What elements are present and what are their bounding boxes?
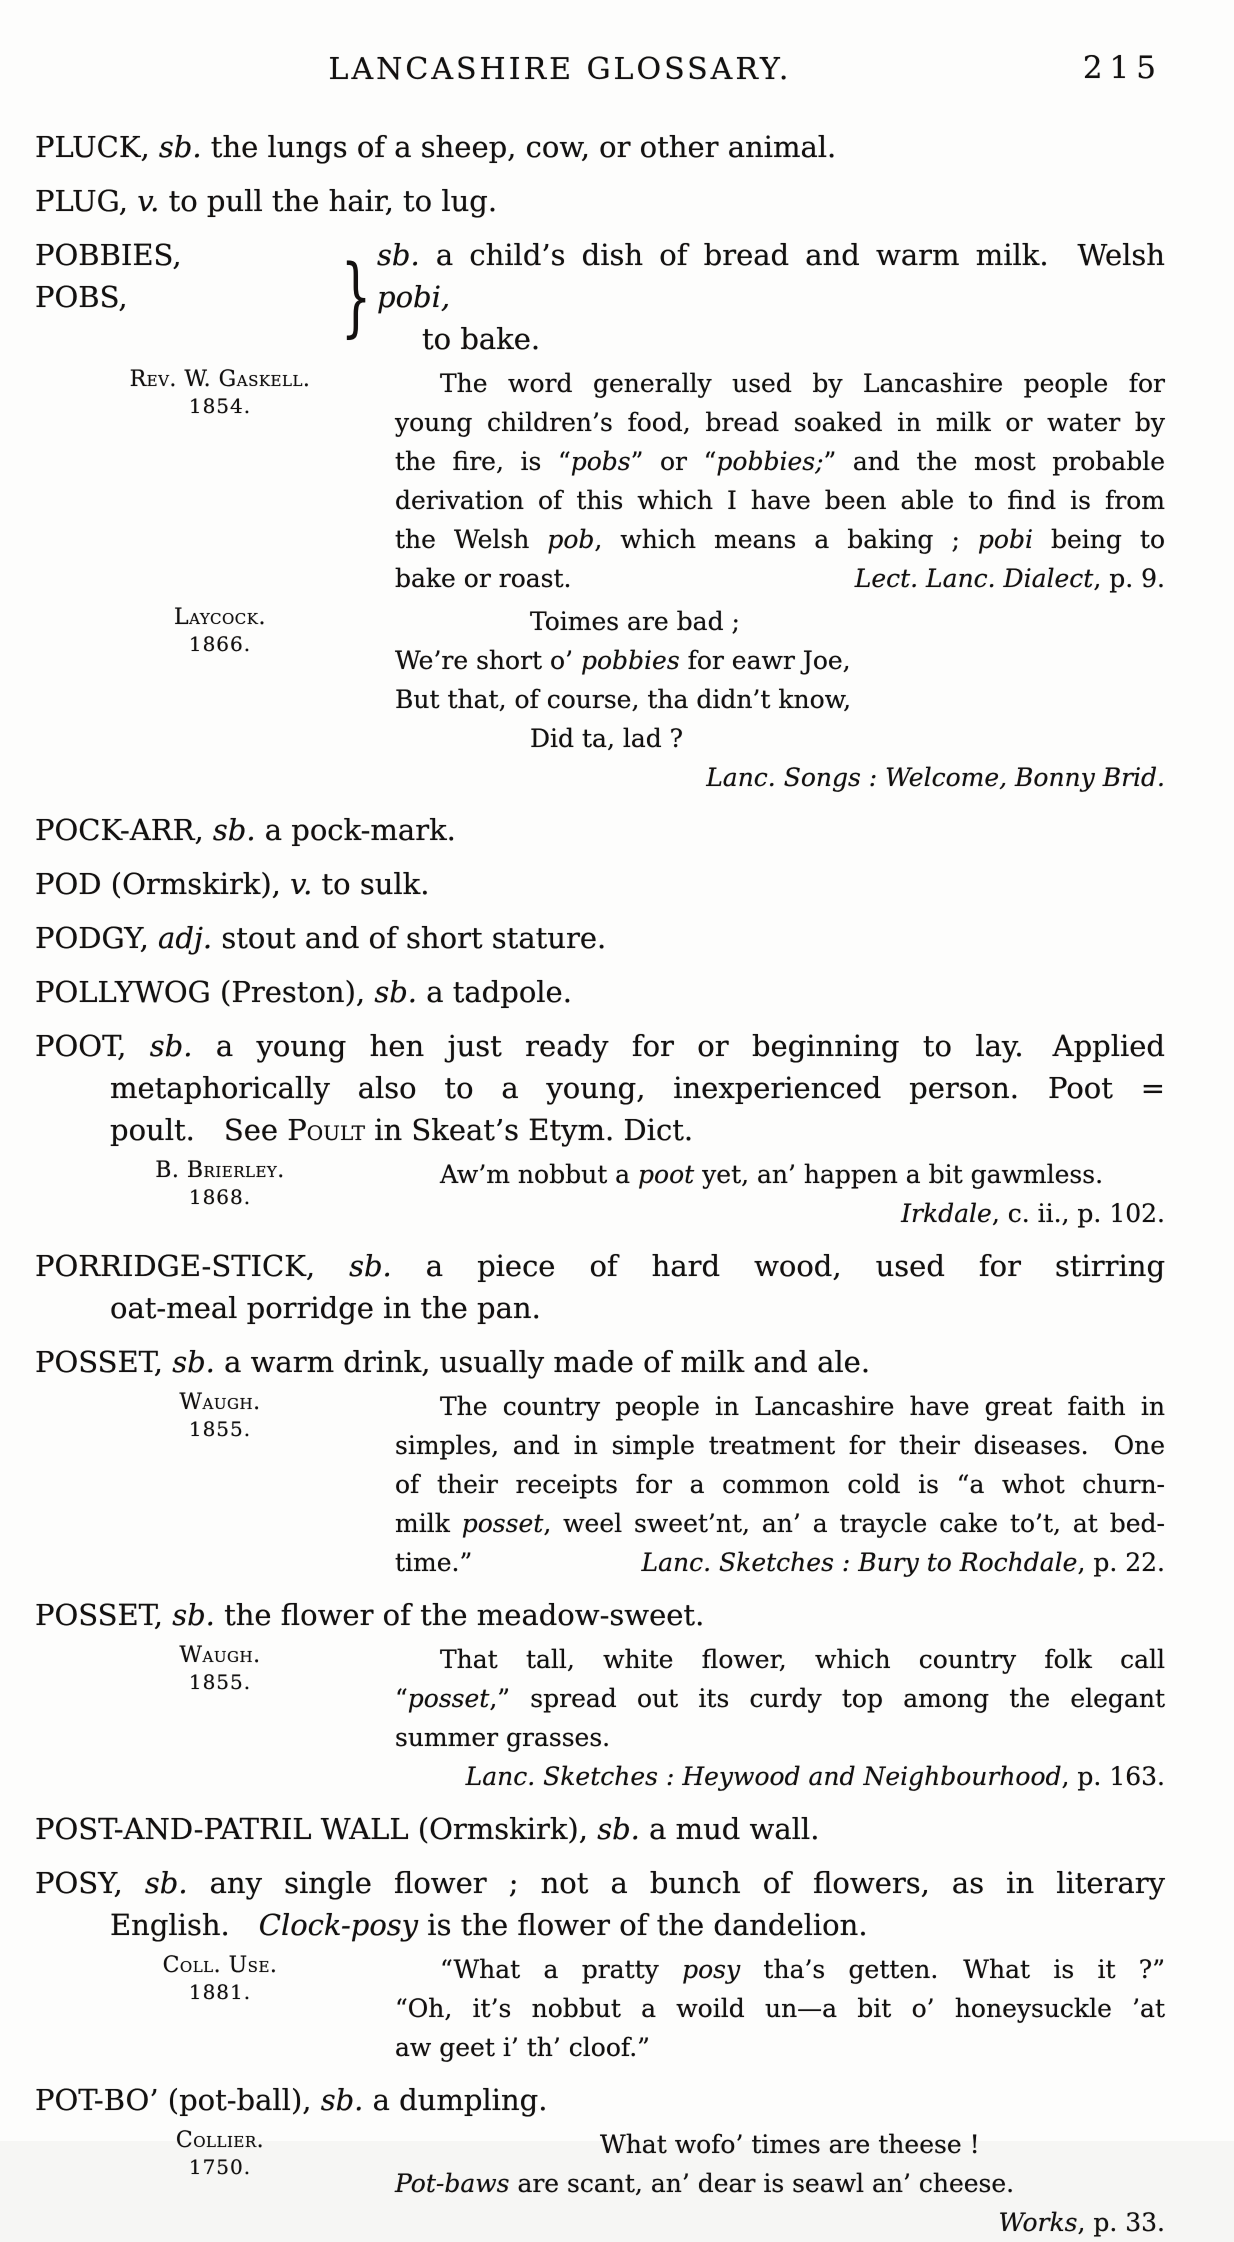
citation-quote: [395, 1387, 1165, 1582]
text-run: sb.: [172, 1598, 215, 1632]
text-line: [395, 442, 1165, 481]
citation-year: 1855.: [188, 1417, 252, 1441]
text-run: poult. See: [110, 1113, 288, 1147]
citation-source: Waugh.: [179, 1643, 261, 1668]
text-run: Pot-baws: [395, 2169, 510, 2198]
citation-year: 1750.: [188, 2155, 252, 2179]
entry-podgy: [35, 917, 1165, 959]
text-run: pobs: [570, 447, 631, 476]
text-run: POSSET,: [35, 1345, 173, 1379]
line-left-part: [395, 1543, 472, 1582]
text-run: sb.: [144, 1866, 188, 1900]
text-line: [395, 602, 1165, 641]
text-line: [35, 1025, 1165, 1067]
text-run: Aw’m nobbut a: [440, 1160, 639, 1189]
text-run: pobbies;: [716, 447, 824, 476]
text-run: Irkdale: [901, 1199, 992, 1228]
text-run: POCK-ARR,: [35, 813, 213, 847]
text-run: posset: [461, 1509, 544, 1538]
line-left-part: [395, 559, 571, 598]
citation-year: 1868.: [188, 1185, 252, 1209]
text-run: in Skeat’s Etym. Dict.: [365, 1113, 694, 1147]
text-line: [395, 641, 1165, 680]
text-run: the flower of the meadow-sweet.: [214, 1598, 705, 1632]
text-line: [35, 1287, 1165, 1329]
text-run: sb.: [349, 1249, 392, 1283]
citation-year: 1881.: [188, 1980, 252, 2004]
entry-posset-drink: [35, 1341, 1165, 1383]
citation-collier-1750: [35, 2125, 1165, 2242]
text-line: [395, 1679, 1165, 1718]
text-run: POOT,: [35, 1029, 150, 1063]
text-run: , weel sweet’nt, an’ a traycle cake to’t, at bed-: [543, 1509, 1165, 1538]
text-run: POD (Ormskirk),: [35, 867, 291, 901]
text-run: derivation of this which I have been able to find is from: [395, 486, 1165, 515]
text-line: [35, 863, 1165, 905]
text-run: simples, and in simple treatment for their diseases. One: [395, 1431, 1165, 1460]
text-run: PODGY,: [35, 921, 159, 955]
citation-label: [35, 2125, 395, 2242]
text-run: posy: [682, 1955, 741, 1984]
entry-posy: [35, 1862, 1165, 1946]
entry-pollywog: [35, 971, 1165, 1013]
entry-pod: [35, 863, 1165, 905]
text-line: [395, 1155, 1165, 1194]
text-run: pob: [547, 525, 595, 554]
text-run: the fire, is “: [395, 447, 571, 476]
citation-label: [35, 1387, 395, 1582]
text-run: stout and of short stature.: [212, 921, 607, 955]
text-run: PORRIDGE-STICK,: [35, 1249, 350, 1283]
entry-pock-arr: [35, 809, 1165, 851]
citation-waugh-1855-posset-flower: [35, 1640, 1165, 1796]
text-run: the lungs of a sheep, cow, or other animal.: [201, 130, 837, 164]
text-line: [395, 1426, 1165, 1465]
text-line: [35, 1808, 1165, 1850]
text-run: sb.: [212, 813, 256, 847]
text-run: Lanc. Sketches : Bury to Rochdale: [641, 1548, 1078, 1577]
text-run: poot: [638, 1160, 695, 1189]
text-run: v.: [137, 184, 160, 218]
citation-gaskell-1854: [35, 364, 1165, 598]
page-title: LANCASHIRE GLOSSARY.: [328, 52, 792, 87]
text-run: aw geet i’ th’ cloof.”: [395, 2033, 650, 2062]
text-run: are scant, an’ dear is seawl an’ cheese.: [509, 2169, 1015, 2198]
text-run: Lect. Lanc. Dialect: [854, 564, 1094, 593]
text-line: [395, 2028, 1165, 2067]
citation-brierley-1868: [35, 1155, 1165, 1233]
text-run: ,” spread out its curdy top among the elegant: [489, 1684, 1165, 1713]
text-run: a piece of hard wood, used for stirring: [391, 1249, 1166, 1283]
text-line: [395, 1640, 1165, 1679]
citation-quote: [395, 1155, 1165, 1233]
text-run: , p. 33.: [1077, 2208, 1165, 2237]
text-run: Did ta, lad ?: [530, 724, 684, 753]
text-run: metaphorically also to a young, inexperienced person. Poot =: [110, 1071, 1165, 1105]
text-run: Toimes are bad ;: [530, 607, 740, 636]
entry-pluck: [35, 126, 1165, 168]
text-line: [395, 2203, 1165, 2242]
text-run: POT-BO’ (pot-ball),: [35, 2083, 321, 2117]
text-run: PLUG,: [35, 184, 138, 218]
text-run: to bake.: [422, 322, 541, 356]
text-run: of their receipts for a common cold is “a whot churn-: [395, 1470, 1165, 1499]
text-run: a dumpling.: [363, 2083, 548, 2117]
entry-post-and-patril-wall: [35, 1808, 1165, 1850]
text-run: sb.: [377, 238, 420, 272]
text-run: Poult: [287, 1113, 366, 1147]
page-header: [35, 52, 1165, 92]
text-run: milk: [395, 1509, 462, 1538]
text-line: [395, 680, 1165, 719]
text-line: [395, 719, 1165, 758]
text-run: sb.: [158, 130, 202, 164]
text-run: sb.: [597, 1812, 640, 1846]
text-line: [35, 126, 1165, 168]
citation-laycock-1866: [35, 602, 1165, 797]
text-run: Clock-posy: [258, 1908, 419, 1942]
text-line: [395, 520, 1165, 559]
entry-pot-bo: [35, 2079, 1165, 2121]
braced-headwords: [35, 234, 335, 360]
text-run: , which means a baking ;: [594, 525, 978, 554]
citation-source: Collier.: [175, 2128, 265, 2153]
citation-year: 1855.: [188, 1670, 252, 1694]
text-run: “Oh, it’s nobbut a woild un—a bit o’ honeysuckle ’at: [395, 1994, 1165, 2023]
text-run: being to: [1032, 525, 1166, 554]
glossary-entries: [35, 126, 1165, 2242]
text-run: sb.: [320, 2083, 364, 2117]
text-run: Works: [998, 2208, 1078, 2237]
text-run: “What a pratty: [440, 1955, 683, 1984]
text-run: , p. 9.: [1093, 564, 1165, 593]
text-line: [35, 971, 1165, 1013]
text-line: [35, 1067, 1165, 1109]
text-run: What wofo’ times are theese !: [600, 2130, 980, 2159]
citation-label: [35, 364, 395, 598]
citation-label: [35, 602, 395, 797]
text-run: The country people in Lancashire have great faith in: [440, 1392, 1165, 1421]
text-line: [395, 1543, 1165, 1582]
text-run: pobi: [977, 525, 1033, 554]
citation-source: B. Brierley.: [155, 1158, 285, 1183]
text-line: [395, 1989, 1165, 2028]
citation-quote: [395, 364, 1165, 598]
citation-label: [35, 1640, 395, 1796]
citation-source: Laycock.: [174, 605, 266, 630]
entry-porridge-stick: [35, 1245, 1165, 1329]
citation-label: [35, 1155, 395, 1233]
text-run: ” and the most probable: [823, 447, 1165, 476]
text-run: POST-AND-PATRIL WALL (Ormskirk),: [35, 1812, 598, 1846]
text-run: POSSET,: [35, 1598, 173, 1632]
citation-quote: [395, 602, 1165, 797]
citation-quote: [395, 2125, 1165, 2242]
text-line: [395, 403, 1165, 442]
entry-posset-flower: [35, 1594, 1165, 1636]
text-run: a young hen just ready for or beginning to lay. Applied: [192, 1029, 1165, 1063]
text-run: , p. 22.: [1077, 1548, 1165, 1577]
text-line: [395, 1718, 1165, 1757]
text-run: POSY,: [35, 1866, 145, 1900]
text-run: a mud wall.: [639, 1812, 820, 1846]
line-source-ref: [642, 1543, 1165, 1582]
citation-source: Coll. Use.: [162, 1953, 278, 1978]
text-run: summer grasses.: [395, 1723, 611, 1752]
text-line: [35, 180, 1165, 222]
text-run: PLUCK,: [35, 130, 159, 164]
headword: POBBIES,: [35, 238, 182, 272]
text-run: That tall, white flower, which country folk call: [440, 1645, 1165, 1674]
text-run: time.”: [395, 1548, 473, 1577]
citation-source: Waugh.: [179, 1390, 261, 1415]
text-run: for eawr Joe,: [679, 646, 851, 675]
text-run: , p. 163.: [1061, 1762, 1165, 1791]
text-run: a pock-mark.: [255, 813, 456, 847]
brace-glyph: }: [340, 247, 372, 347]
citation-label: [35, 1950, 395, 2067]
text-run: to pull the hair, to lug.: [159, 184, 498, 218]
text-run: adj.: [158, 921, 213, 955]
text-run: is the flower of the dandelion.: [418, 1908, 868, 1942]
text-run: tha’s getten. What is it ?”: [740, 1955, 1165, 1984]
text-run: sb.: [374, 975, 418, 1009]
text-line: [395, 559, 1165, 598]
entry-plug: [35, 180, 1165, 222]
text-run: sb.: [172, 1345, 215, 1379]
text-run: Lanc. Sketches : Heywood and Neighbourhood: [465, 1762, 1062, 1791]
entry-pobbies-pobs: [35, 234, 1165, 360]
line-source-ref: [855, 559, 1165, 598]
citation-source: Rev. W. Gaskell.: [129, 367, 311, 392]
text-run: POLLYWOG (Preston),: [35, 975, 375, 1009]
text-run: a warm drink, usually made of milk and ale.: [214, 1345, 871, 1379]
text-run: ” or “: [630, 447, 717, 476]
citation-year: 1854.: [188, 394, 252, 418]
text-line: [35, 2079, 1165, 2121]
text-line: [35, 1594, 1165, 1636]
text-run: The word generally used by Lancashire people for: [440, 369, 1165, 398]
text-run: any single flower ; not a bunch of flowers, as in literary: [187, 1866, 1165, 1900]
braced-definition: [377, 234, 1165, 360]
text-run: young children’s food, bread soaked in milk or water by: [395, 408, 1165, 437]
citation-quote: [395, 1950, 1165, 2067]
text-run: to sulk.: [312, 867, 430, 901]
text-line: [35, 917, 1165, 959]
text-run: yet, an’ happen a bit gawmless.: [694, 1160, 1104, 1189]
text-line: [35, 1245, 1165, 1287]
text-run: bake or roast.: [395, 564, 572, 593]
text-line: [35, 1341, 1165, 1383]
headword: POBS,: [35, 280, 128, 314]
text-line: [395, 481, 1165, 520]
text-run: English.: [110, 1908, 259, 1942]
text-line: [35, 1862, 1165, 1904]
text-line: [377, 234, 1165, 318]
text-line: [35, 1109, 1165, 1151]
text-line: [395, 1504, 1165, 1543]
text-run: posset: [407, 1684, 490, 1713]
text-run: “: [395, 1684, 408, 1713]
text-run: oat-meal porridge in the pan.: [110, 1291, 541, 1325]
text-run: a tadpole.: [417, 975, 572, 1009]
text-line: [395, 1194, 1165, 1233]
text-run: a child’s dish of bread and warm milk. Welsh: [419, 238, 1165, 272]
text-line: [377, 318, 1165, 360]
text-run: pobi,: [377, 280, 451, 314]
text-line: [395, 1387, 1165, 1426]
text-line: [35, 1904, 1165, 1946]
text-run: the Welsh: [395, 525, 548, 554]
text-run: We’re short o’: [395, 646, 581, 675]
citation-coll-use-1881: [35, 1950, 1165, 2067]
text-line: [395, 1950, 1165, 1989]
text-run: , c. ii., p. 102.: [991, 1199, 1165, 1228]
text-line: [35, 809, 1165, 851]
entry-poot: [35, 1025, 1165, 1151]
text-run: sb.: [149, 1029, 193, 1063]
citation-quote: [395, 1640, 1165, 1796]
page-number: 215: [1082, 50, 1163, 86]
text-run: Lanc. Songs : Welcome, Bonny Brid.: [706, 763, 1165, 792]
text-line: [395, 2125, 1165, 2164]
text-line: [395, 1757, 1165, 1796]
text-line: [395, 2164, 1165, 2203]
citation-waugh-1855-posset-drink: [35, 1387, 1165, 1582]
text-run: v.: [290, 867, 313, 901]
text-run: But that, of course, tha didn’t know,: [395, 685, 852, 714]
text-line: [395, 364, 1165, 403]
text-run: pobbies: [580, 646, 680, 675]
text-line: [395, 1465, 1165, 1504]
citation-year: 1866.: [188, 632, 252, 656]
text-line: [395, 758, 1165, 797]
